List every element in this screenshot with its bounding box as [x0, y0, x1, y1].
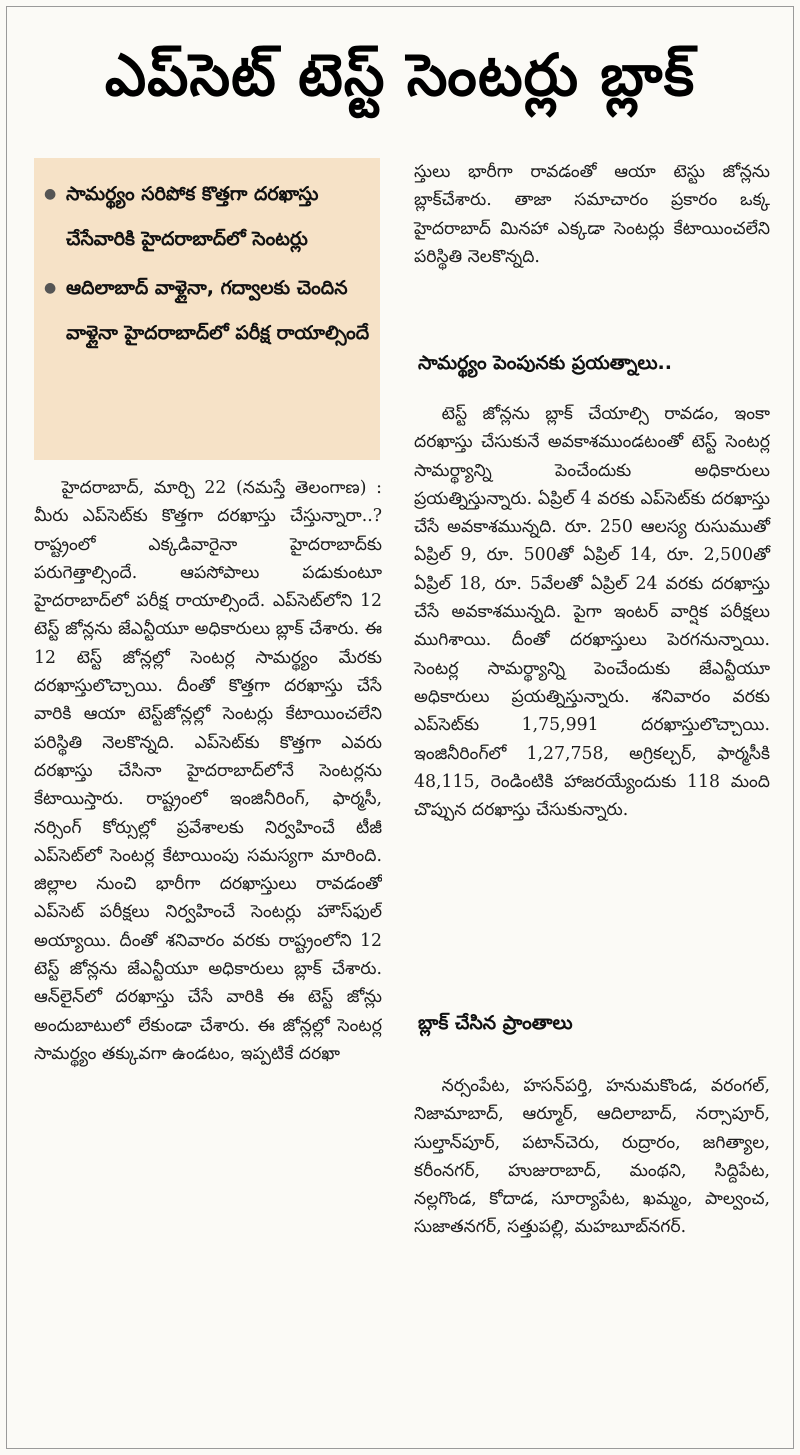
subheading: సామర్థ్యం పెంపునకు ప్రయత్నాలు.. — [418, 352, 672, 374]
headline: ఎప్‌సెట్ టెస్ట్ సెంటర్లు బ్లాక్ — [104, 40, 696, 109]
article-body-right-top — [414, 158, 770, 271]
subheading: బ్లాక్ చేసిన ప్రాంతాలు — [418, 1012, 573, 1034]
highlights-box — [34, 158, 380, 460]
highlight-text: ఆదిలాబాద్ వాళ్లైనా, గద్వాలకు చెందిన వాళ్లైనా హైదరాబాద్‌లో పరీక్ష రాయాల్సిందే — [66, 277, 370, 344]
body-paragraph: టెస్ట్ జోన్లను బ్లాక్ చేయాల్సి రావడం, ఇంకా దరఖాస్తు చేసుకునే అవకాశముండటంతో టెస్ట్ సెంటర్ల సామర్థ్యాన్ని పెంచేందుకు అధికారులు ప్రయత్నిస్తున్నారు. ఏప్రిల్ 4 వరకు ఎప్‌సెట్‌కు దరఖాస్తు చేసే అవకాశమున్నది. రూ. 250 ఆలస్య రుసుముతో ఏప్రిల్ 9, రూ. 500తో ఏప్రిల్ 14, రూ. 2,500తో ఏప్రిల్ 18, రూ. 5వేలతో ఏప్రిల్ 24 వరకు దరఖాస్తు చేసే అవకాశమున్నది. పైగా ఇంటర్ వార్షిక పరీక్షలు ముగిశాయి. దీంతో దరఖాస్తులు పెరగనున్నాయి. సెంటర్ల సామర్థ్యాన్ని పెంచేందుకు జేఎన్టీయూ అధికారులు ప్రయత్నిస్తున్నారు. శనివారం వరకు ఎప్‌సెట్‌కు 1,75,991 దరఖాస్తులొచ్చాయి. ఇంజినీరింగ్‌లో 1,27,758, అగ్రికల్చర్, ఫార్మసీకి 48,115, రెండింటికి హాజరయ్యేందుకు 118 మంది చొప్పున దరఖాస్తు చేసుకున్నారు. — [414, 404, 770, 821]
highlight-item — [44, 172, 372, 262]
body-paragraph: నర్సంపేట, హసన్‌పర్తి, హనుమకొండ, వరంగల్, నిజామాబాద్, ఆర్మూర్, ఆదిలాబాద్, నర్సాపూర్, సుల్తాన్‌పూర్, పటాన్‌చెరు, రుద్రారం, జగిత్యాల, కరీంనగర్, హుజురాబాద్, మంథని, సిద్దిపేట, నల్లగొండ, కోదాడ, సూర్యాపేట, ఖమ్మం, పాల్వంచ, సుజాతనగర్, సత్తుపల్లి, మహబూబ్‌నగర్. — [414, 1076, 770, 1238]
body-paragraph: హైదరాబాద్, మార్చి 22 (నమస్తే తెలంగాణ) : మీరు ఎప్‌సెట్‌కు కొత్తగా దరఖాస్తు చేస్తున్నారా..? రాష్ట్రంలో ఎక్కడివారైనా హైదరాబాద్‌కు పరుగెత్తాల్సిందే. ఆపసోపాలు పడుకుంటూ హైదరాబాద్‌లో పరీక్ష రాయాల్సిందే. ఎప్‌సెట్‌లోని 12 టెస్ట్ జోన్లను జేఎన్టీయూ అధికారులు బ్లాక్ చేశారు. ఈ 12 టెస్ట్ జోన్లల్లో సెంటర్ల సామర్థ్యం మేరకు దరఖాస్తులొచ్చాయి. దీంతో కొత్తగా దరఖాస్తు చేసే వారికి ఆయా టెస్ట్‌జోన్లల్లో సెంటర్లు కేటాయించలేని పరిస్థితి నెలకొన్నది. ఎప్‌సెట్‌కు కొత్తగా ఎవరు దరఖాస్తు చేసినా హైదరాబాద్‌లోనే సెంటర్లను కేటాయిస్తారు. రాష్ట్రంలో ఇంజినీరింగ్, ఫార్మసీ, నర్సింగ్ కోర్సుల్లో ప్రవేశాలకు నిర్వహించే టీజీ ఎప్‌సెట్‌లో సెంటర్ల కేటాయింపు సమస్యగా మారింది. జిల్లాల నుంచి భారీగా దరఖాస్తులు రావడంతో ఎప్‌సెట్ పరీక్షలు నిర్వహించే సెంటర్లు హౌస్‌ఫుల్ అయ్యాయి. దీంతో శనివారం వరకు రాష్ట్రంలోని 12 టెస్ట్ జోన్లను జేఎన్టీయూ అధికారులు బ్లాక్ చేశారు. ఆన్‌లైన్‌లో దరఖాస్తు చేసే వారికి ఈ టెస్ట్ జోన్లు అందుబాటులో లేకుండా చేశారు. ఈ జోన్లల్లో సెంటర్ల సామర్థ్యం తక్కువగా ఉండటం, ఇప్పటికే దరఖా — [34, 478, 382, 1064]
highlight-text: సామర్థ్యం సరిపోక కొత్తగా దరఖాస్తు చేసేవారికి హైదరాబాద్‌లో సెంటర్లు — [66, 183, 319, 250]
body-paragraph: స్తులు భారీగా రావడంతో ఆయా టెస్టు జోన్లను బ్లాక్‌చేశారు. తాజా సమాచారం ప్రకారం ఒక్క హైదరాబాద్ మినహా ఎక్కడా సెంటర్లు కేటాయించలేని పరిస్థితి నెలకొన్నది. — [414, 162, 770, 267]
bullet-icon: ● — [44, 280, 57, 296]
highlight-item — [44, 266, 372, 356]
article-body-left — [34, 474, 382, 1429]
bullet-icon: ● — [44, 186, 57, 202]
article-body-right-bottom — [414, 1072, 770, 1242]
article-body-right-mid — [414, 400, 770, 824]
